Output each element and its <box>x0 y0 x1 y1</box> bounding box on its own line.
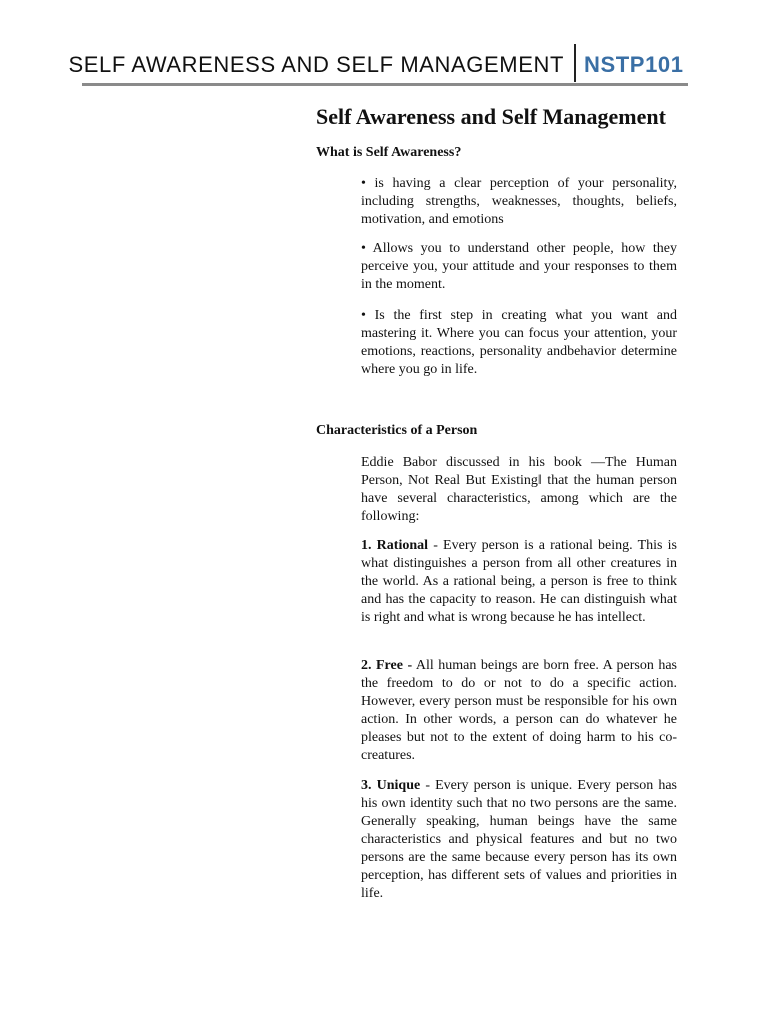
characteristic-item-unique <box>361 777 677 903</box>
header-rule <box>82 83 688 86</box>
item-label: 3. Unique <box>361 778 421 793</box>
item-label: 2. Free - <box>361 658 413 673</box>
header-divider <box>574 44 576 82</box>
header-title: SELF AWARENESS AND SELF MANAGEMENT <box>68 52 564 77</box>
item-text: - Every person is a rational being. This is what distinguishes a person from all other creatures in the world. As a rational being, a person is free to think and has the capacity to reason. He can distinguish what is right and what is wrong because he has intellect. <box>361 538 677 625</box>
item-text: - Every person is unique. Every person has his own identity such that no two persons are the same. Generally speaking, human beings have the same characteristics and physical features and but no two persons are the same because every person has its own perception, has different sets of values and priorities in life. <box>361 778 677 901</box>
document-title: Self Awareness and Self Management <box>316 104 666 129</box>
page-header <box>68 44 688 86</box>
bullet-paragraph: • Allows you to understand other people, how they perceive you, your attitude and your responses to them in the moment. <box>361 241 677 292</box>
bullet-paragraph: • Is the first step in creating what you want and mastering it. Where you can focus your attention, your emotions, reactions, personality andbehavior determine where you go in life. <box>361 308 677 377</box>
bullet-paragraph: • is having a clear perception of your personality, including strengths, weaknesses, thoughts, beliefs, motivation, and emotions <box>361 176 677 227</box>
characteristic-item-rational <box>361 537 677 627</box>
item-text: All human beings are born free. A person has the freedom to do or not to do a specific action. However, every person must be responsible for his own action. In other words, a person can do whatever he pleases but not to the extent of doing harm to his co-creatures. <box>361 658 678 763</box>
item-label: 1. Rational <box>361 538 429 553</box>
intro-paragraph: Eddie Babor discussed in his book ―The Human Person, Not Real But Existing‖ that the human person have several characteristics, among which are the following: <box>361 455 677 524</box>
characteristic-item-free <box>361 657 677 765</box>
header-course-code: NSTP101 <box>584 52 684 77</box>
section-heading-self-awareness: What is Self Awareness? <box>316 145 462 160</box>
section-heading-characteristics: Characteristics of a Person <box>316 423 478 438</box>
